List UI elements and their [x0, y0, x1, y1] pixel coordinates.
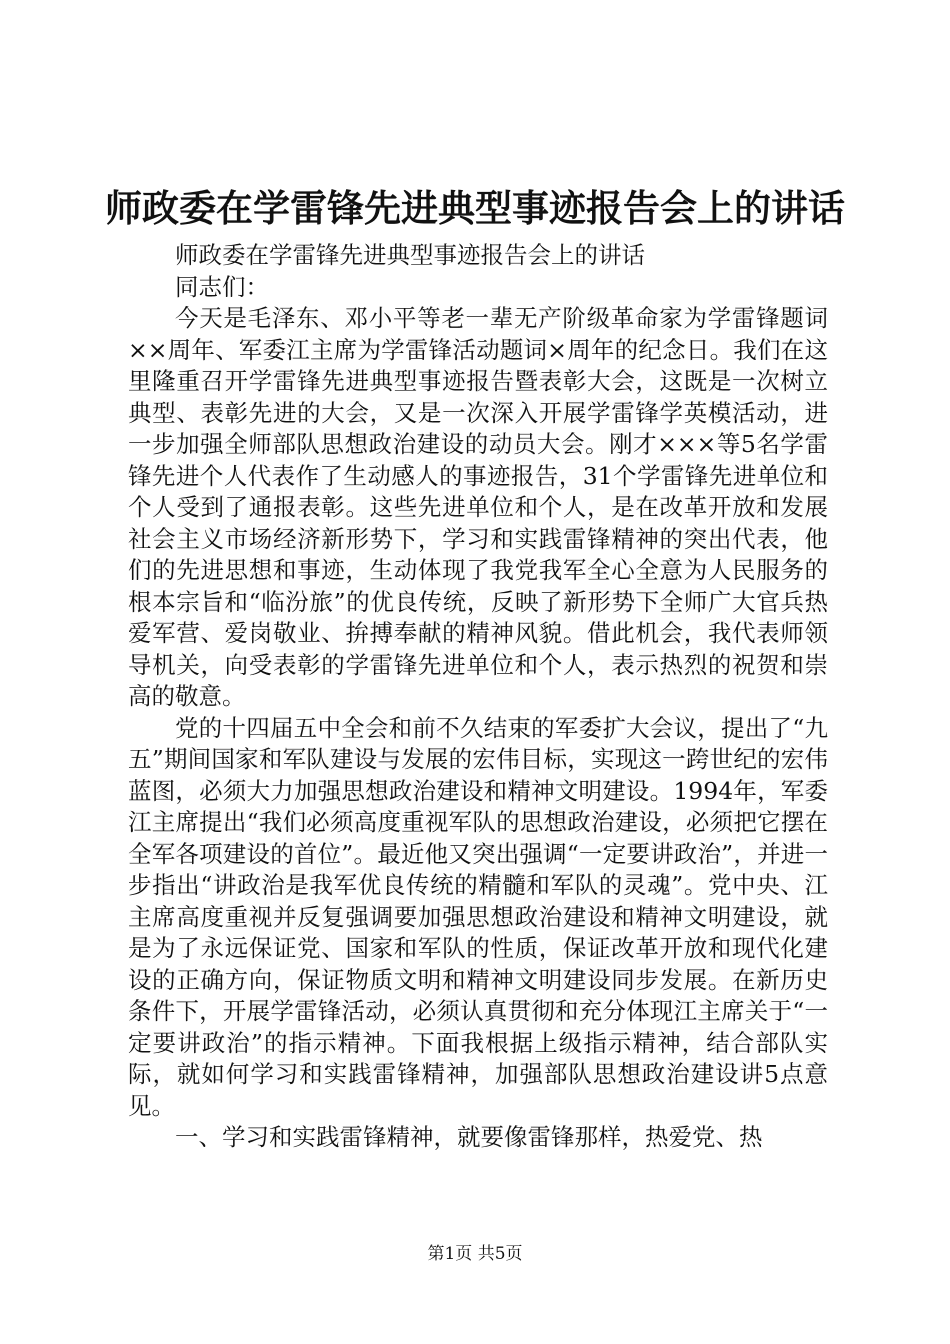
paragraph-3: 一、学习和实践雷锋精神，就要像雷锋那样，热爱党、热: [175, 1123, 763, 1151]
page-number: 第1页 共5页: [427, 1244, 523, 1264]
document-subtitle: 师政委在学雷锋先进典型事迹报告会上的讲话: [175, 241, 645, 269]
paragraph-2: 党的十四届五中全会和前不久结束的军委扩大会议，提出了“九五”期间国家和军队建设与发展的宏伟目标，实现这一跨世纪的宏伟蓝图，必须大力加强思想政治建设和精神文明建设。1994年，军委江主席提出“我们必须高度重视军队的思想政治建设，必须把它摆在全军各项建设的首位”。最近他又突出强调“一定要讲政治”，并进一步指出“讲政治是我军优良传统的精髓和军队的灵魂”。党中央、江主席高度重视并反复强调要加强思想政治建设和精神文明建设，就是为了永远保证党、国家和军队的性质，保证改革开放和现代化建设的正确方向，保证物质文明和精神文明建设同步发展。在新历史条件下，开展学雷锋活动，必须认真贯彻和充分体现江主席关于“一定要讲政治”的指示精神。下面我根据上级指示精神，结合部队实际，就如何学习和实践雷锋精神，加强部队思想政治建设讲5点意见。: [128, 713, 828, 1120]
document-title: 师政委在学雷锋先进典型事迹报告会上的讲话: [105, 186, 845, 230]
paragraph-1: 今天是毛泽东、邓小平等老一辈无产阶级革命家为学雷锋题词××周年、军委江主席为学雷锋活动题词×周年的纪念日。我们在这里隆重召开学雷锋先进典型事迹报告暨表彰大会，这既是一次树立典型、表彰先进的大会，又是一次深入开展学雷锋学英模活动，进一步加强全师部队思想政治建设的动员大会。刚才×××等5名学雷锋先进个人代表作了生动感人的事迹报告，31个学雷锋先进单位和个人受到了通报表彰。这些先进单位和个人，是在改革开放和发展社会主义市场经济新形势下，学习和实践雷锋精神的突出代表，他们的先进思想和事迹，生动体现了我党我军全心全意为人民服务的根本宗旨和“临汾旅”的优良传统，反映了新形势下全师广大官兵热爱军营、爱岗敬业、拚搏奉献的精神风貌。借此机会，我代表师领导机关，向受表彰的学雷锋先进单位和个人，表示热烈的祝贺和崇高的敬意。: [128, 304, 828, 710]
document-body: [128, 240, 828, 1154]
salutation: 同志们：: [175, 272, 269, 301]
